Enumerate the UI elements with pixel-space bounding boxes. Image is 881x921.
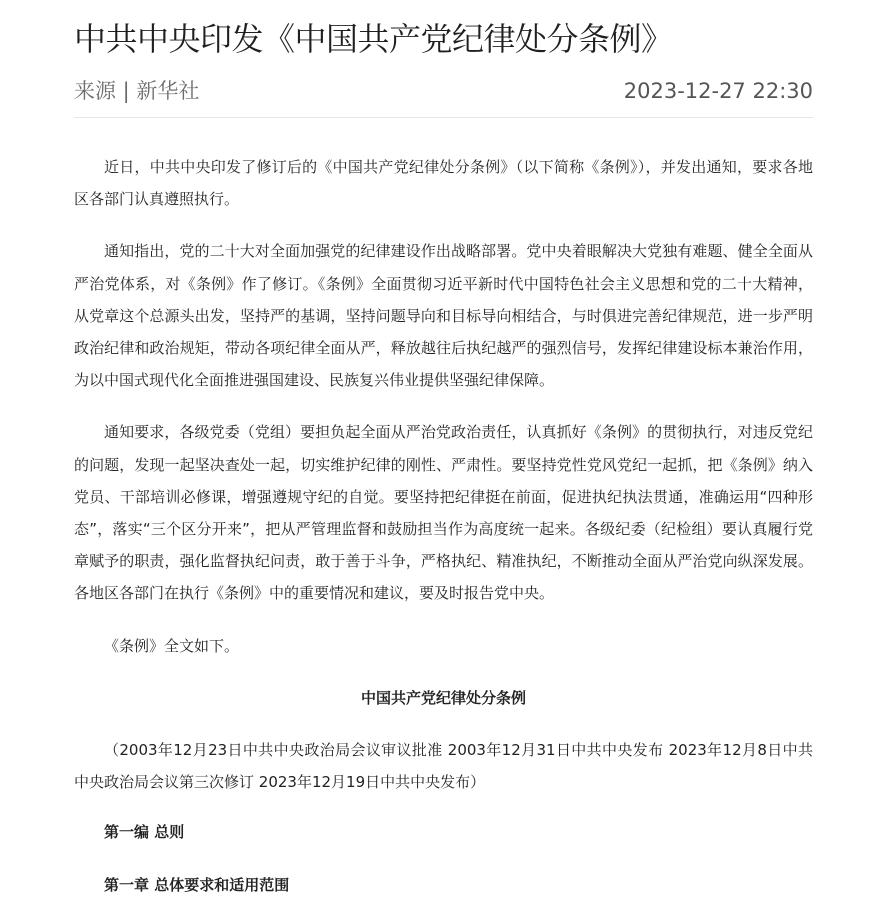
paragraph-intro: 近日，中共中央印发了修订后的《中国共产党纪律处分条例》（以下简称《条例》），并发出通知，要求各地区各部门认真遵照执行。	[74, 158, 813, 209]
part-heading: 第一编 总则	[104, 823, 185, 842]
article-body	[74, 151, 813, 921]
publish-datetime: 2023-12-27 22:30	[623, 79, 813, 103]
paragraph-notice-requirements: 通知要求，各级党委（党组）要担负起全面从严治党政治责任，认真抓好《条例》的贯彻执行，对违反党纪的问题，发现一起坚决查处一起，切实维护纪律的刚性、严肃性。要坚持党性党风党纪一起抓，把《条例》纳入党员、干部培训必修课，增强遵规守纪的自觉。要坚持把纪律挺在前面，促进执纪执法贯通，准确运用“四种形态”，落实“三个区分开来”，把从严管理监督和鼓励担当作为高度统一起来。各级纪委（纪检组）要认真履行党章赋予的职责，强化监督执纪问责，敢于善于斗争，严格执纪、精准执纪，不断推动全面从严治党向纵深发展。各地区各部门在执行《条例》中的重要情况和建议，要及时报告党中央。	[74, 423, 813, 603]
paragraph-notice-points: 通知指出，党的二十大对全面加强党的纪律建设作出战略部署。党中央着眼解决大党独有难题、健全全面从严治党体系，对《条例》作了修订。《条例》全面贯彻习近平新时代中国特色社会主义思想和党的二十大精神，从党章这个总源头出发，坚持严的基调，坚持问题导向和目标导向相结合，与时俱进完善纪律规范，进一步严明政治纪律和政治规矩，带动各项纪律全面从严，释放越往后执纪越严的强烈信号，发挥纪律建设标本兼治作用，为以中国式现代化全面推进强国建设、民族复兴伟业提供坚强纪律保障。	[74, 242, 813, 390]
article-title: 中共中央印发《中国共产党纪律处分条例》	[74, 20, 673, 58]
article-source: 来源 | 新华社	[74, 79, 200, 103]
chapter-heading: 第一章 总体要求和适用范围	[104, 875, 290, 894]
regulation-title: 中国共产党纪律处分条例	[360, 688, 526, 707]
regulation-note: （2003年12月23日中共中央政治局会议审议批准 2003年12月31日中共中央发布 2023年12月8日中共中央政治局会议第三次修订 2023年12月19日中共中央发布）	[74, 741, 813, 792]
header-divider	[74, 117, 813, 118]
paragraph-fulltext-intro: 《条例》全文如下。	[104, 636, 240, 655]
article	[74, 0, 813, 894]
article-meta	[74, 73, 813, 109]
